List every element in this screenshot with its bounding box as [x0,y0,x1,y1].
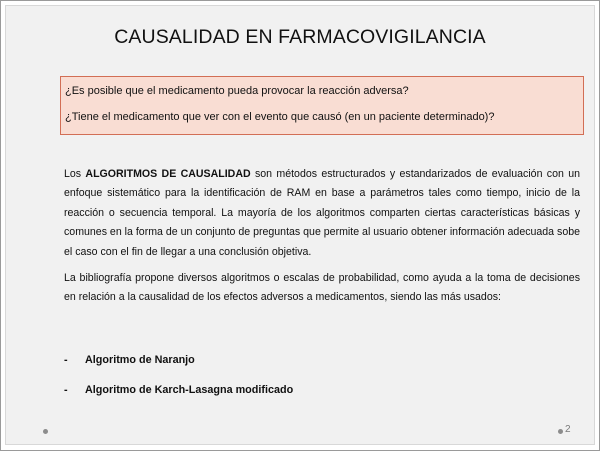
paragraph-algorithms [64,165,580,262]
list-bullet: - [64,354,68,366]
paragraph-1-rest: son métodos estructurados y estandarizados de evaluación con un enfoque sistemático para la identificación de RAM en base a parámetros tales como tiempo, inicio de la reacción o secuencia temporal. La mayoría de los algoritmos comparten ciertas características básicas y comunes en la forma de un conjunto de preguntas que permite al usuario obtener información adecuada sobe el caso con el fin de llegar a una conclusión objetiva. [64,168,580,258]
paragraph-1-prefix: Los [64,168,86,180]
slide-title: CAUSALIDAD EN FARMACOVIGILANCIA [114,26,486,48]
footer-dot-right [558,429,563,434]
slide [5,5,595,445]
question-2: ¿Tiene el medicamento que ver con el evento que causó (en un paciente determinado)? [65,111,495,123]
paragraph-1-bold-term: ALGORITMOS DE CAUSALIDAD [85,168,251,180]
list-item-naranjo [64,354,195,366]
footer-dot-left [43,429,48,434]
list-item-karch-lasagna [64,384,293,396]
list-bullet: - [64,384,68,396]
paragraph-bibliography: La bibliografía propone diversos algoritmos o escalas de probabilidad, como ayuda a la toma de decisiones en relación a la causalidad de los efectos adversos a medicamentos, siendo las más usados: [64,272,580,304]
questions-box [60,76,584,135]
page-number: 2 [565,424,571,435]
list-item-label: Algoritmo de Karch-Lasagna modificado [85,384,294,396]
question-1: ¿Es posible que el medicamento pueda provocar la reacción adversa? [65,85,409,97]
list-item-label: Algoritmo de Naranjo [85,354,195,366]
